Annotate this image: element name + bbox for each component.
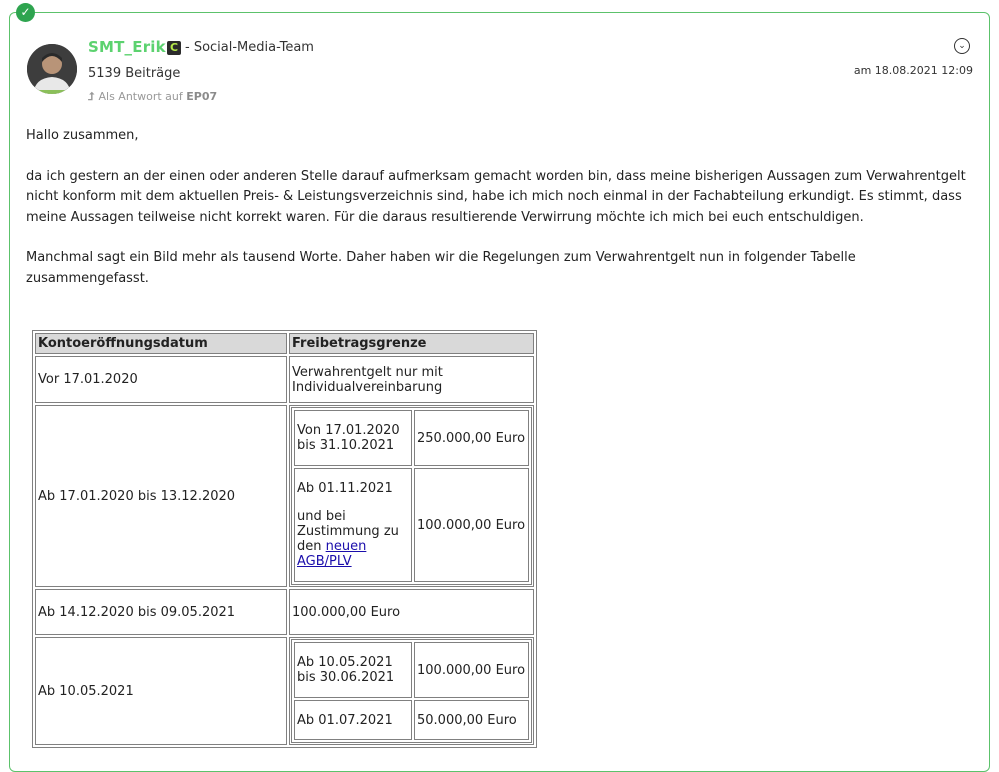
- role-badge: C: [167, 41, 181, 55]
- row4-date: Ab 10.05.2021: [35, 637, 287, 745]
- row4-subtable: [291, 639, 532, 743]
- reply-target-link[interactable]: EP07: [186, 90, 218, 103]
- author-team: - Social-Media-Team: [185, 40, 314, 55]
- row2-sub1-value: 250.000,00 Euro: [414, 410, 529, 466]
- fee-table: [32, 330, 537, 748]
- check-icon: ✓: [16, 3, 35, 22]
- row1-date: Vor 17.01.2020: [35, 356, 287, 403]
- agb-plv-link[interactable]: neuen AGB/PLV: [297, 539, 367, 569]
- row4-sub2-value: 50.000,00 Euro: [414, 700, 529, 740]
- row2-sub2-period-a: Ab 01.11.2021: [297, 481, 393, 496]
- row4-sub1-value: 100.000,00 Euro: [414, 642, 529, 698]
- row1-value: Verwahrentgelt nur mit Individualvereinbarung: [289, 356, 534, 403]
- row2-sub2-period: [294, 468, 412, 582]
- row2-sub2-period-b: und bei Zustimmung zu den: [297, 509, 399, 554]
- paragraph-apology: da ich gestern an der einen oder anderen Stelle darauf aufmerksam gemacht worden bin, dass meine bisherigen Aussagen zum Verwahrentgelt nicht konform mit dem aktuellen Preis- & Leistungsverzeichnis sind, habe ich mich noch einmal in der Fachabteilung erkundigt. Es stimmt, dass meine Aussagen teilweise nicht korrekt waren. Für die daraus resultierende Verwirrung möchte ich mich bei euch entschuldigen.: [26, 168, 966, 225]
- row3-date: Ab 14.12.2020 bis 09.05.2021: [35, 589, 287, 635]
- arrow-up-icon: ⮥: [88, 90, 95, 103]
- reply-label: Als Antwort auf: [98, 90, 183, 103]
- row3-value: 100.000,00 Euro: [289, 589, 534, 635]
- row2-date: Ab 17.01.2020 bis 13.12.2020: [35, 405, 287, 587]
- greeting: Hallo zusammen,: [26, 128, 139, 143]
- row4-sub1-period: Ab 10.05.2021 bis 30.06.2021: [294, 642, 412, 698]
- row2-sub2-value: 100.000,00 Euro: [414, 468, 529, 582]
- chevron-down-icon[interactable]: ⌄: [954, 38, 970, 54]
- reply-reference: [88, 90, 217, 104]
- post-body: [26, 126, 976, 309]
- row2-sub1-period: Von 17.01.2020 bis 31.10.2021: [294, 410, 412, 466]
- row2-subtable: [291, 407, 532, 585]
- row4-subtable-cell: [289, 637, 534, 745]
- header-allowance: Freibetragsgrenze: [289, 333, 534, 354]
- header-opening-date: Kontoeröffnungsdatum: [35, 333, 287, 354]
- avatar[interactable]: [27, 44, 77, 94]
- post-date: am 18.08.2021 12:09: [853, 64, 973, 77]
- row2-subtable-cell: [289, 405, 534, 587]
- row4-sub2-period: Ab 01.07.2021: [294, 700, 412, 740]
- post-count: 5139 Beiträge: [88, 66, 181, 81]
- paragraph-table-intro: Manchmal sagt ein Bild mehr als tausend Worte. Daher haben wir die Regelungen zum Verwahrentgelt nun in folgender Tabelle zusammengefasst.: [26, 250, 856, 286]
- author-name[interactable]: SMT_Erik: [88, 38, 166, 56]
